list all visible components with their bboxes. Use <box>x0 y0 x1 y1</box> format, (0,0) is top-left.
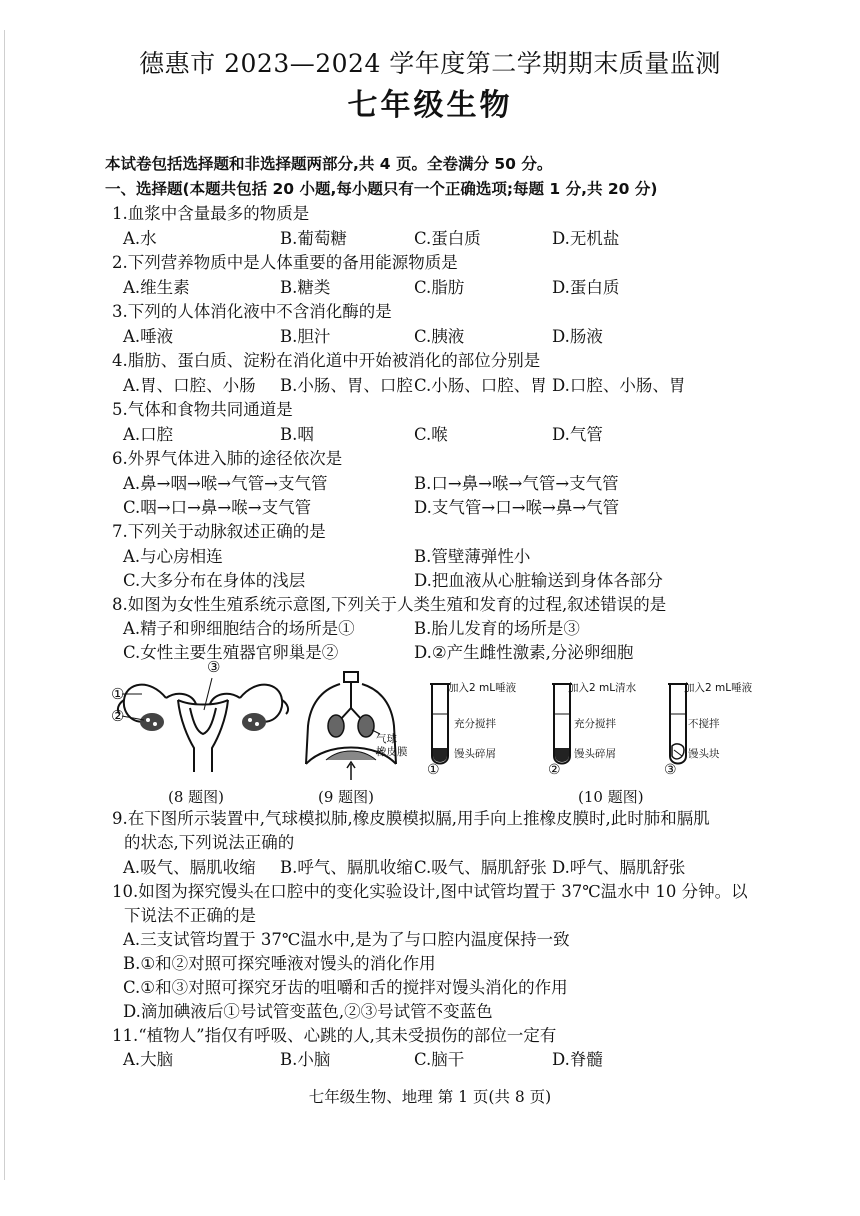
q9-option-c: C.吸气、膈肌舒张 <box>414 858 547 877</box>
q8-option-a: A.精子和卵细胞结合的场所是① <box>123 619 355 638</box>
fig8-caption: (8 题图) <box>168 788 225 806</box>
q7-stem: 7.下列关于动脉叙述正确的是 <box>112 522 326 541</box>
q4-option-b: B.小肠、胃、口腔 <box>280 376 413 395</box>
scan-edge-line <box>4 30 5 1180</box>
q6-option-c: C.咽→口→鼻→喉→支气管 <box>123 498 312 517</box>
q10-stem: 10.如图为探究馒头在口腔中的变化实验设计,图中试管均置于 37℃温水中 10 分钟。以 <box>112 882 748 901</box>
fig10-tube-3-num: ③ <box>664 762 677 778</box>
q5-option-b: B.咽 <box>280 425 314 444</box>
q1-option-b: B.葡萄糖 <box>280 229 347 248</box>
fig10-tube-1 <box>420 676 540 782</box>
q2-option-d: D.蛋白质 <box>552 278 620 297</box>
q1-option-d: D.无机盐 <box>552 229 620 248</box>
q4-option-c: C.小肠、口腔、胃 <box>414 376 547 395</box>
q2-option-a: A.维生素 <box>123 278 190 297</box>
fig10-tube-1-action: 充分搅拌 <box>454 718 496 730</box>
q5-option-c: C.喉 <box>414 425 448 444</box>
fig10-tube-3 <box>658 676 768 782</box>
q11-option-c: C.脑干 <box>414 1050 465 1069</box>
q5-option-d: D.气管 <box>552 425 603 444</box>
fig10-tube-1-num: ① <box>427 762 440 778</box>
q11-stem: 11.“植物人”指仅有呼吸、心跳的人,其未受损伤的部位一定有 <box>112 1026 557 1045</box>
subject-title: 七年级生物 <box>347 88 513 123</box>
q5-stem: 5.气体和食物共同通道是 <box>112 400 293 419</box>
q8-option-d: D.②产生雌性激素,分泌卵细胞 <box>414 643 634 662</box>
q2-stem: 2.下列营养物质中是人体重要的备用能源物质是 <box>112 253 458 272</box>
q9-stem: 9.在下图所示装置中,气球模拟肺,橡皮膜模拟膈,用手向上推橡皮膜时,此时肺和膈肌 <box>112 809 710 828</box>
fig10-tube-2-action: 充分搅拌 <box>574 718 616 730</box>
page-footer: 七年级生物、地理 第 1 页(共 8 页) <box>308 1088 552 1106</box>
q4-option-d: D.口腔、小肠、胃 <box>552 376 686 395</box>
q6-option-b: B.口→鼻→喉→气管→支气管 <box>414 474 619 493</box>
q11-option-d: D.脊髓 <box>552 1050 603 1069</box>
q7-option-a: A.与心房相连 <box>123 547 223 566</box>
q3-option-a: A.唾液 <box>123 327 174 346</box>
fig9-caption: (9 题图) <box>318 788 375 806</box>
fig9-label-balloon: 气球 <box>376 733 397 745</box>
q8-option-b: B.胎儿发育的场所是③ <box>414 619 580 638</box>
fig9-label-membrane: 橡皮膜 <box>376 746 408 758</box>
fig9-bell-jar-diagram <box>300 668 410 784</box>
fig10-tube-1-top: 加入2 mL唾液 <box>448 682 517 694</box>
q8-option-c: C.女性主要生殖器官卵巢是② <box>123 643 339 662</box>
q3-option-d: D.肠液 <box>552 327 603 346</box>
q7-option-b: B.管壁薄弹性小 <box>414 547 531 566</box>
q9-stem-cont: 的状态,下列说法正确的 <box>124 833 295 852</box>
q4-stem: 4.脂肪、蛋白质、淀粉在消化道中开始被消化的部位分别是 <box>112 351 541 370</box>
q9-option-b: B.呼气、膈肌收缩 <box>280 858 413 877</box>
fig10-tube-3-content: 馒头块 <box>688 748 720 760</box>
q3-option-b: B.胆汁 <box>280 327 331 346</box>
q3-option-c: C.胰液 <box>414 327 465 346</box>
q10-option-d: D.滴加碘液后①号试管变蓝色,②③号试管不变蓝色 <box>123 1002 493 1021</box>
fig8-label-2: ② <box>111 707 125 725</box>
q2-option-c: C.脂肪 <box>414 278 465 297</box>
fig10-caption: (10 题图) <box>578 788 644 806</box>
q7-option-c: C.大多分布在身体的浅层 <box>123 571 306 590</box>
q5-option-a: A.口腔 <box>123 425 174 444</box>
q6-stem: 6.外界气体进入肺的途径依次是 <box>112 449 343 468</box>
fig8-label-1: ① <box>111 685 125 703</box>
fig10-test-tubes-diagram <box>420 676 770 782</box>
q4-option-a: A.胃、口腔、小肠 <box>123 376 256 395</box>
intro-text: 本试卷包括选择题和非选择题两部分,共 4 页。全卷满分 50 分。 <box>105 155 553 173</box>
q3-stem: 3.下列的人体消化液中不含消化酶的是 <box>112 302 392 321</box>
fig10-tube-2-num: ② <box>548 762 561 778</box>
q8-stem: 8.如图为女性生殖系统示意图,下列关于人类生殖和发育的过程,叙述错误的是 <box>112 595 667 614</box>
q10-stem-cont: 下说法不正确的是 <box>124 906 256 925</box>
fig10-tube-3-action: 不搅拌 <box>688 718 720 730</box>
fig8-reproductive-diagram <box>108 660 298 780</box>
q7-option-d: D.把血液从心脏输送到身体各部分 <box>414 571 663 590</box>
q6-option-a: A.鼻→咽→喉→气管→支气管 <box>123 474 328 493</box>
q11-option-a: A.大脑 <box>123 1050 174 1069</box>
q1-option-c: C.蛋白质 <box>414 229 481 248</box>
fig10-tube-1-content: 馒头碎屑 <box>454 748 496 760</box>
q10-option-a: A.三支试管均置于 37℃温水中,是为了与口腔内温度保持一致 <box>123 930 570 949</box>
fig10-tube-2-top: 加入2 mL清水 <box>568 682 637 694</box>
q10-option-b: B.①和②对照可探究唾液对馒头的消化作用 <box>123 954 436 973</box>
fig10-tube-2-content: 馒头碎屑 <box>574 748 616 760</box>
fig10-tube-2 <box>542 676 662 782</box>
q1-option-a: A.水 <box>123 229 157 248</box>
q6-option-d: D.支气管→口→喉→鼻→气管 <box>414 498 620 517</box>
fig10-tube-3-top: 加入2 mL唾液 <box>684 682 753 694</box>
q9-option-a: A.吸气、膈肌收缩 <box>123 858 256 877</box>
section-title: 一、选择题(本题共包括 20 小题,每小题只有一个正确选项;每题 1 分,共 20 分) <box>105 180 658 198</box>
q2-option-b: B.糖类 <box>280 278 331 297</box>
exam-title: 德惠市 2023—2024 学年度第二学期期末质量监测 <box>139 49 721 78</box>
q10-option-c: C.①和③对照可探究牙齿的咀嚼和舌的搅拌对馒头消化的作用 <box>123 978 568 997</box>
q9-option-d: D.呼气、膈肌舒张 <box>552 858 686 877</box>
q11-option-b: B.小脑 <box>280 1050 331 1069</box>
fig8-label-3: ③ <box>207 658 221 676</box>
q1-stem: 1.血浆中含量最多的物质是 <box>112 204 310 223</box>
